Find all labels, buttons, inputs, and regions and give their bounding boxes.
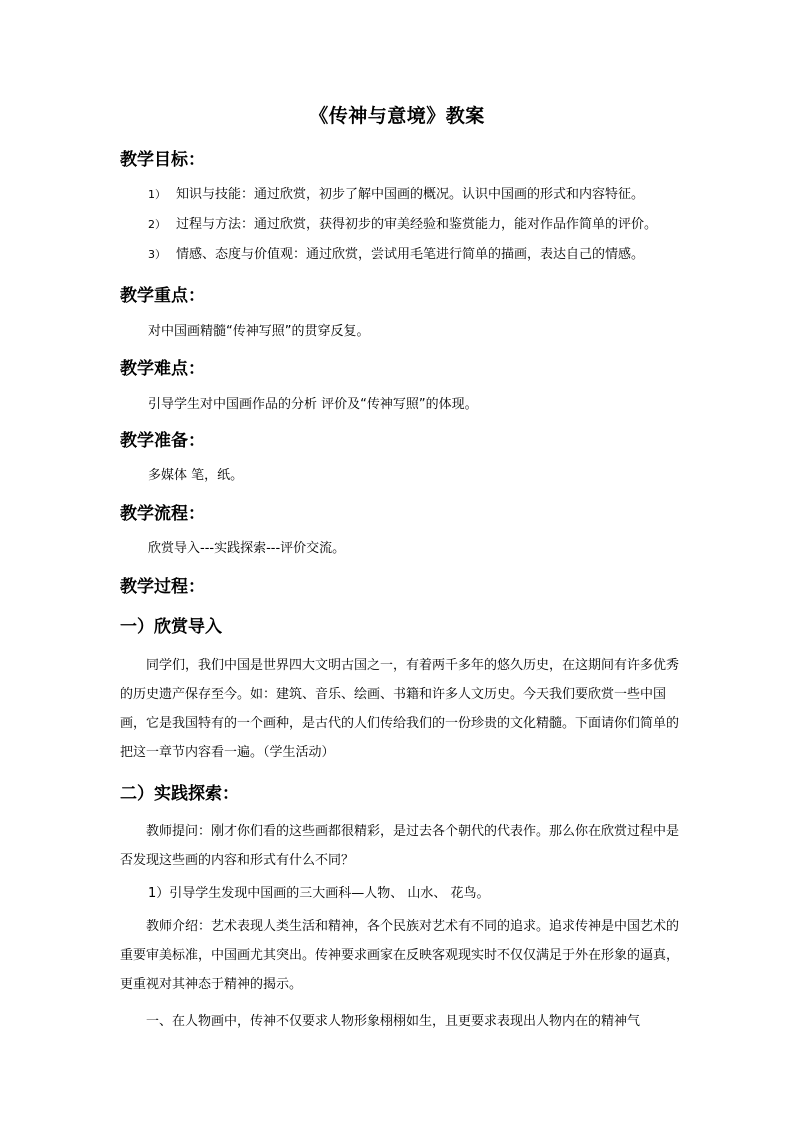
document-title: 《传神与意境》教案 [309, 105, 485, 127]
goal-text: 知识与技能：通过欣赏，初步了解中国画的概况。认识中国画的形式和内容特征。 [176, 187, 645, 202]
key-points-text: 对中国画精髓“传神写照”的贯穿反复。 [148, 324, 370, 339]
goal-item [148, 185, 644, 205]
goal-item [148, 215, 657, 235]
key-points-heading: 教学重点： [120, 286, 205, 306]
part2-paragraph-text: 一、在人物画中，传神不仅要求人物形象栩栩如生，且更要求表现出人物内在的精神气 [146, 1014, 641, 1029]
preparation-text: 多媒体 笔，纸。 [148, 468, 244, 483]
goal-text: 情感、态度与价值观：通过欣赏，尝试用毛笔进行简单的描画，表达自己的情感。 [176, 247, 645, 262]
flow-heading: 教学流程： [120, 504, 205, 524]
goals-heading: 教学目标： [120, 150, 205, 170]
difficulties-text: 引导学生对中国画作品的分析 评价及“传神写照”的体现。 [148, 397, 478, 412]
part1-paragraph-text: 同学们，我们中国是世界四大文明古国之一，有着两千多年的悠久历史，在这期间有许多优秀的历史遗产保存至今。如：建筑、音乐、绘画、书籍和许多人文历史。今天我们要欣赏一些中国画，它是我国特有的一个画种，是古代的人们传给我们的一份珍贵的文化精髓。下面请你们简单的把这一章节内容看一遍。（学生活动） [120, 658, 680, 760]
part2-item: 1）引导学生发现中国画的三大画科—人物、 山水、 花鸟。 [148, 886, 490, 901]
difficulties-heading: 教学难点： [120, 359, 205, 379]
part2-paragraph-text: 教师提问：刚才你们看的这些画都很精彩，是过去各个朝代的代表作。那么你在欣赏过程中是否发现这些画的内容和形式有什么不同？ [120, 824, 680, 868]
goal-number: 3） [148, 248, 166, 261]
part2-paragraph [120, 1007, 680, 1036]
goal-text: 过程与方法：通过欣赏，获得初步的审美经验和鉴赏能力，能对作品作简单的评价。 [176, 217, 658, 232]
goal-number: 1） [148, 188, 166, 201]
part1-heading: 一）欣赏导入 [120, 617, 222, 637]
part2-paragraph [120, 817, 680, 875]
part2-heading: 二）实践探索： [120, 784, 239, 804]
part1-paragraph [120, 651, 680, 767]
process-heading: 教学过程： [120, 577, 205, 597]
goal-number: 2） [148, 218, 166, 231]
part2-paragraph [120, 912, 680, 999]
goal-item [148, 245, 644, 265]
flow-text: 欣赏导入---实践探索---评价交流。 [148, 541, 346, 556]
preparation-heading: 教学准备： [120, 431, 205, 451]
part2-paragraph-text: 教师介绍：艺术表现人类生活和精神，各个民族对艺术有不同的追求。追求传神是中国艺术的重要审美标准，中国画尤其突出。传神要求画家在反映客观现实时不仅仅满足于外在形象的逼真，更重视对其神态于精神的揭示。 [120, 919, 680, 992]
